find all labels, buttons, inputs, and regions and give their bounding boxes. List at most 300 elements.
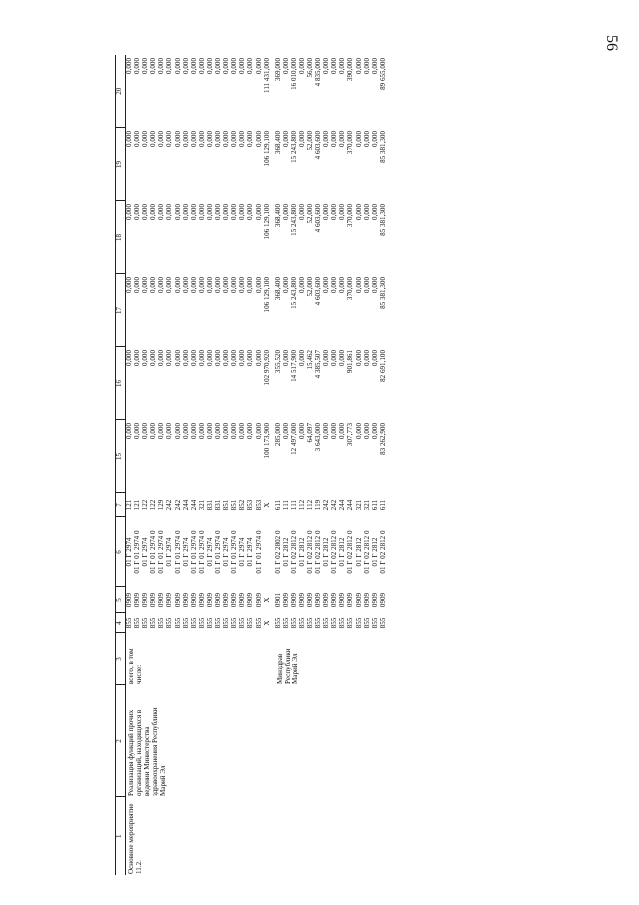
- cell-c5: 0909: [214, 592, 223, 608]
- cell-c5: 0909: [165, 592, 174, 608]
- cell-c7: X: [262, 502, 271, 508]
- cell-c18: 0,000: [230, 204, 239, 220]
- cell-c19: 368,400: [273, 131, 282, 155]
- cell-c20: 0,000: [254, 58, 263, 74]
- cell-c4: 855: [378, 617, 387, 629]
- cell-c5: 0909: [370, 592, 379, 608]
- cell-c5: 0909: [197, 592, 206, 608]
- cell-c4: 855: [157, 617, 166, 629]
- cell-c15: 285,000: [273, 423, 282, 447]
- cell-c5: 0909: [254, 592, 263, 608]
- cell-c4: 855: [314, 617, 323, 629]
- cell-c18: 4 603,600: [314, 204, 323, 233]
- cell-c20: 0,000: [330, 58, 339, 74]
- cell-c16: 0,000: [173, 350, 182, 366]
- cell-c17: 0,000: [354, 277, 363, 293]
- cell-c5: 0909: [157, 592, 166, 608]
- cell-c17: 0,000: [281, 277, 290, 293]
- cell-c16: 0,000: [181, 350, 190, 366]
- cell-c17: 0,000: [141, 277, 150, 293]
- cell-c6: 01 Г 01 2974 0: [173, 530, 182, 574]
- column-number: 6: [116, 517, 126, 587]
- cell-c16: 0,000: [189, 350, 198, 366]
- cell-c7: 831: [214, 499, 223, 511]
- cell-c18: 0,000: [254, 204, 263, 220]
- cell-c5: 0909: [189, 592, 198, 608]
- cell-c16: 14 517,900: [289, 350, 298, 382]
- cell-c6: 01 Г 2974: [125, 537, 133, 567]
- cell-c16: 0,000: [133, 350, 142, 366]
- cell-c18: 0,000: [362, 204, 371, 220]
- cell-c17: 0,000: [222, 277, 231, 293]
- cell-c6: 01 Г 01 2974 0: [254, 530, 263, 574]
- cell-c17: 0,000: [254, 277, 263, 293]
- cell-c6: 01 Г 02 2802 0: [273, 530, 282, 574]
- budget-table: [115, 55, 388, 875]
- cell-c6: 01 Г 01 2974 0: [157, 530, 166, 574]
- cell-c6: 01 Г 01 2974 0: [197, 530, 206, 574]
- cell-c17: 0,000: [133, 277, 142, 293]
- cell-c6: 01 Г 02 2812 0: [378, 530, 387, 574]
- cell-c18: 0,000: [330, 204, 339, 220]
- cell-c17: 52,000: [305, 277, 314, 297]
- cell-c17: 0,000: [214, 277, 223, 293]
- column-number: 2: [116, 685, 126, 797]
- cell-c4: 855: [149, 617, 158, 629]
- cell-c4: 855: [246, 617, 255, 629]
- cell-c18: 0,000: [181, 204, 190, 220]
- cell-c18: 0,000: [370, 204, 379, 220]
- cell-c19: 0,000: [281, 131, 290, 147]
- cell-c19: 370,000: [346, 131, 355, 155]
- cell-c20: 16 010,000: [289, 58, 298, 90]
- cell-c5: 0909: [338, 592, 347, 608]
- cell-c15: 0,000: [173, 423, 182, 439]
- cell-c7: 111: [289, 499, 298, 511]
- cell-c18: 0,000: [214, 204, 223, 220]
- cell-c6: 01 Г 01 2974 0: [189, 530, 198, 574]
- cell-c17: 0,000: [238, 277, 247, 293]
- cell-c17: 0,000: [189, 277, 198, 293]
- cell-c19: 0,000: [230, 131, 239, 147]
- cell-c5: 0909: [222, 592, 231, 608]
- cell-c4: 855: [370, 617, 379, 629]
- cell-c18: 0,000: [354, 204, 363, 220]
- cell-c17: 0,000: [297, 277, 306, 293]
- cell-c18: 0,000: [125, 204, 133, 220]
- cell-c19: 0,000: [297, 131, 306, 147]
- cell-c19: 0,000: [181, 131, 190, 147]
- cell-c5: 0909: [346, 592, 355, 608]
- cell-c4: X: [262, 620, 271, 626]
- cell-c18: 0,000: [133, 204, 142, 220]
- measure-name: Реализация функций прочих организаций, находящихся в ведении Министерства здравоохранения Республики Марий Эл: [127, 707, 167, 796]
- cell-c6: 01 Г 02 2812 0: [362, 530, 371, 574]
- column-number: 19: [116, 128, 126, 201]
- column-number: 16: [116, 347, 126, 420]
- cell-c5: 0909: [305, 592, 314, 608]
- cell-c20: 0,000: [281, 58, 290, 74]
- cell-c5: 0909: [322, 592, 331, 608]
- total-label: всего, в том числе:: [127, 648, 143, 684]
- cell-c4: 855: [189, 617, 198, 629]
- cell-c20: 0,000: [362, 58, 371, 74]
- cell-c20: 0,000: [297, 58, 306, 74]
- cell-c15: 100 173,900: [262, 423, 271, 459]
- cell-c18: 0,000: [189, 204, 198, 220]
- cell-c4: 855: [181, 617, 190, 629]
- cell-c15: 0,000: [230, 423, 239, 439]
- cell-c17: 0,000: [165, 277, 174, 293]
- cell-c15: 0,000: [165, 423, 174, 439]
- cell-c20: 0,000: [338, 58, 347, 74]
- column-number: 4: [116, 613, 126, 633]
- cell-c18: 85 381,300: [378, 204, 387, 236]
- cell-c6: 01 Г 01 2974 0: [214, 530, 223, 574]
- cell-c18: 0,000: [338, 204, 347, 220]
- cell-c18: 0,000: [149, 204, 158, 220]
- cell-c19: 0,000: [246, 131, 255, 147]
- cell-c4: 855: [305, 617, 314, 629]
- table-body: [116, 55, 388, 875]
- cell-c17: 0,000: [330, 277, 339, 293]
- cell-c20: 0,000: [181, 58, 190, 74]
- column-number: 18: [116, 201, 126, 274]
- cell-c6: 01 Г 2974: [222, 537, 231, 567]
- cell-c16: 102 970,920: [262, 350, 271, 386]
- cell-c7: 242: [173, 499, 182, 511]
- cell-c4: 855: [281, 617, 290, 629]
- cell-c7: 321: [362, 499, 371, 511]
- cell-c5: 0909: [281, 592, 290, 608]
- cell-c15: 0,000: [205, 423, 214, 439]
- cell-c5: 0901: [273, 592, 282, 608]
- cell-c19: 0,000: [141, 131, 150, 147]
- cell-c18: 0,000: [297, 204, 306, 220]
- cell-c5: 0909: [289, 592, 298, 608]
- cell-c4: 855: [238, 617, 247, 629]
- cell-c6: 01 Г 2812: [338, 537, 347, 567]
- cell-c15: 64,097: [305, 423, 314, 443]
- cell-c20: 0,000: [125, 58, 133, 74]
- cell-c5: 0909: [362, 592, 371, 608]
- cell-c19: 106 129,100: [262, 131, 271, 167]
- column-number: 20: [116, 55, 126, 128]
- cell-c19: 0,000: [197, 131, 206, 147]
- cell-c7: 244: [338, 499, 347, 511]
- cell-c5: 0909: [205, 592, 214, 608]
- cell-c7: 121: [133, 499, 142, 511]
- cell-c19: 0,000: [370, 131, 379, 147]
- cell-c7: 119: [314, 499, 323, 511]
- cell-c18: 0,000: [246, 204, 255, 220]
- cell-c19: 0,000: [133, 131, 142, 147]
- cell-c15: 0,000: [281, 423, 290, 439]
- cell-c19: 52,000: [305, 131, 314, 151]
- cell-c6: 01 Г 02 2812 0: [346, 530, 355, 574]
- cell-c17: 0,000: [322, 277, 331, 293]
- rotated-table-container: [115, 55, 637, 875]
- cell-c16: 0,000: [330, 350, 339, 366]
- cell-c4: 855: [205, 617, 214, 629]
- cell-c20: 0,000: [189, 58, 198, 74]
- cell-c18: 0,000: [165, 204, 174, 220]
- cell-c7: 112: [297, 499, 306, 511]
- cell-c15: 0,000: [149, 423, 158, 439]
- cell-c17: 0,000: [246, 277, 255, 293]
- cell-c15: 3 643,000: [314, 423, 323, 452]
- cell-c18: 0,000: [205, 204, 214, 220]
- cell-c17: 0,000: [370, 277, 379, 293]
- cell-c5: 0909: [173, 592, 182, 608]
- cell-c20: 0,000: [222, 58, 231, 74]
- cell-c16: 0,000: [230, 350, 239, 366]
- table-row: [126, 55, 135, 875]
- cell-c15: 0,000: [254, 423, 263, 439]
- cell-c15: 0,000: [141, 423, 150, 439]
- cell-c20: 0,000: [246, 58, 255, 74]
- cell-c19: 4 603,600: [314, 131, 323, 160]
- cell-c7: 852: [238, 499, 247, 511]
- cell-c7: 112: [305, 499, 314, 511]
- cell-c19: 0,000: [362, 131, 371, 147]
- column-number: 15: [116, 420, 126, 493]
- executor: Минздрав Республики Марий Эл: [275, 648, 300, 684]
- cell-c20: 89 655,000: [378, 58, 387, 90]
- cell-c7: 122: [141, 499, 150, 511]
- cell-c4: 855: [338, 617, 347, 629]
- cell-c19: 85 381,300: [378, 131, 387, 163]
- cell-c18: 0,000: [157, 204, 166, 220]
- measure-code: Основное мероприятие 11.2.: [127, 803, 143, 874]
- cell-c17: 106 129,100: [262, 277, 271, 313]
- cell-c7: 611: [370, 499, 379, 511]
- cell-c20: 0,000: [322, 58, 331, 74]
- cell-c7: 121: [125, 499, 133, 511]
- column-number-row: [116, 55, 126, 875]
- cell-c17: 0,000: [205, 277, 214, 293]
- cell-c6: 01 Г 01 2974 0: [149, 530, 158, 574]
- cell-c16: 0,000: [297, 350, 306, 366]
- cell-c16: 82 691,100: [378, 350, 387, 382]
- cell-c7: 129: [157, 499, 166, 511]
- cell-c18: 52,000: [305, 204, 314, 224]
- cell-c6: [264, 517, 275, 587]
- cell-c17: 0,000: [197, 277, 206, 293]
- cell-c17: 4 603,600: [314, 277, 323, 306]
- cell-c17: 368,400: [273, 277, 282, 301]
- cell-c18: 368,400: [273, 204, 282, 228]
- cell-c4: 855: [354, 617, 363, 629]
- cell-c7: 853: [246, 499, 255, 511]
- cell-c7: 244: [346, 499, 355, 511]
- cell-c6: 01 Г 2974: [141, 537, 150, 567]
- cell-c4: 855: [322, 617, 331, 629]
- cell-c19: 0,000: [322, 131, 331, 147]
- cell-c19: 0,000: [165, 131, 174, 147]
- cell-c5: 0909: [330, 592, 339, 608]
- cell-c20: 0,000: [238, 58, 247, 74]
- column-number: 17: [116, 274, 126, 347]
- cell-c6: 01 Г 2812: [354, 537, 363, 567]
- cell-c4: 855: [173, 617, 182, 629]
- cell-c7: 853: [254, 499, 263, 511]
- cell-c7: 851: [222, 499, 231, 511]
- column-number: 7: [116, 493, 126, 517]
- cell-c17: 370,000: [346, 277, 355, 301]
- cell-c6: 01 Г 01 2974 0: [133, 530, 142, 574]
- cell-c6: 01 Г 2812: [322, 537, 331, 567]
- cell-c16: 0,000: [149, 350, 158, 366]
- cell-c17: 0,000: [125, 277, 133, 293]
- cell-c18: 370,000: [346, 204, 355, 228]
- cell-c17: 0,000: [173, 277, 182, 293]
- cell-c16: 0,000: [322, 350, 331, 366]
- cell-c7: 244: [189, 499, 198, 511]
- cell-c15: 0,000: [330, 423, 339, 439]
- cell-c15: 83 262,900: [378, 423, 387, 455]
- cell-c17: 85 381,300: [378, 277, 387, 309]
- cell-c19: 0,000: [173, 131, 182, 147]
- cell-c7: 242: [322, 499, 331, 511]
- column-number: 3: [116, 633, 126, 685]
- cell-c6: 01 Г 2974: [246, 537, 255, 567]
- cell-c17: 0,000: [230, 277, 239, 293]
- cell-c20: 0,000: [230, 58, 239, 74]
- cell-c4: 855: [362, 617, 371, 629]
- cell-c20: 369,000: [273, 58, 282, 82]
- cell-c6: 01 Г 02 2812 0: [305, 530, 314, 574]
- cell-c5: 0909: [314, 592, 323, 608]
- cell-c5: 0909: [125, 592, 133, 608]
- cell-c19: 0,000: [125, 131, 133, 147]
- cell-c6: 01 Г 2974: [165, 537, 174, 567]
- cell-c4: 855: [230, 617, 239, 629]
- cell-c7: 321: [354, 499, 363, 511]
- cell-c7: 242: [165, 499, 174, 511]
- cell-c18: 0,000: [222, 204, 231, 220]
- cell-c18: 15 243,800: [289, 204, 298, 236]
- cell-c4: 855: [125, 617, 133, 629]
- cell-c20: 0,000: [141, 58, 150, 74]
- cell-c16: 0,000: [281, 350, 290, 366]
- cell-c18: 0,000: [322, 204, 331, 220]
- cell-c7: 321: [197, 499, 206, 511]
- cell-c19: 0,000: [254, 131, 263, 147]
- cell-c15: 307,773: [346, 423, 355, 447]
- cell-c16: 0,000: [354, 350, 363, 366]
- cell-c16: 0,000: [338, 350, 347, 366]
- cell-c5: 0909: [181, 592, 190, 608]
- cell-c5: 0909: [354, 592, 363, 608]
- cell-c15: 0,000: [354, 423, 363, 439]
- cell-c15: 0,000: [189, 423, 198, 439]
- cell-c20: 390,000: [346, 58, 355, 82]
- cell-c20: 111 431,000: [262, 58, 271, 93]
- cell-c7: 611: [273, 499, 282, 511]
- cell-c16: 901,861: [346, 350, 355, 374]
- cell-c16: 0,000: [238, 350, 247, 366]
- cell-c6: 01 Г 02 2812 0: [330, 530, 339, 574]
- cell-c7: 244: [181, 499, 190, 511]
- cell-c16: 0,000: [222, 350, 231, 366]
- cell-c4: 855: [346, 617, 355, 629]
- cell-c15: 0,000: [322, 423, 331, 439]
- cell-c16: 0,000: [197, 350, 206, 366]
- cell-c16: 15,462: [305, 350, 314, 370]
- cell-c20: 0,000: [370, 58, 379, 74]
- cell-c4: 855: [133, 617, 142, 629]
- cell-c16: 0,000: [246, 350, 255, 366]
- cell-c4: 855: [254, 617, 263, 629]
- cell-c7: 851: [230, 499, 239, 511]
- cell-c19: 0,000: [205, 131, 214, 147]
- cell-c20: 0,000: [214, 58, 223, 74]
- cell-c7: 111: [281, 499, 290, 511]
- cell-c19: 0,000: [354, 131, 363, 147]
- cell-c5: X: [262, 597, 271, 603]
- cell-c15: 0,000: [133, 423, 142, 439]
- cell-c19: 0,000: [149, 131, 158, 147]
- cell-c17: 0,000: [338, 277, 347, 293]
- cell-c18: 0,000: [197, 204, 206, 220]
- cell-c16: 0,000: [214, 350, 223, 366]
- cell-c6: 01 Г 2974: [205, 537, 214, 567]
- cell-c5: 0909: [230, 592, 239, 608]
- cell-c5: 0909: [133, 592, 142, 608]
- cell-c5: 0909: [246, 592, 255, 608]
- cell-c18: 0,000: [281, 204, 290, 220]
- cell-c19: 0,000: [238, 131, 247, 147]
- cell-c4: 855: [141, 617, 150, 629]
- cell-c15: 0,000: [238, 423, 247, 439]
- cell-c16: 0,000: [254, 350, 263, 366]
- cell-c15: 0,000: [157, 423, 166, 439]
- page-number: 56: [603, 35, 620, 51]
- cell-c4: 855: [330, 617, 339, 629]
- cell-c19: 0,000: [338, 131, 347, 147]
- cell-c5: 0909: [378, 592, 387, 608]
- cell-c15: 0,000: [370, 423, 379, 439]
- cell-c6: 01 Г 2974: [181, 537, 190, 567]
- cell-c19: 0,000: [189, 131, 198, 147]
- cell-c16: 0,000: [362, 350, 371, 366]
- cell-c18: 0,000: [238, 204, 247, 220]
- cell-c17: 15 243,800: [289, 277, 298, 309]
- cell-c17: 0,000: [149, 277, 158, 293]
- cell-c4: 855: [273, 617, 282, 629]
- cell-c15: 0,000: [246, 423, 255, 439]
- cell-c20: 0,000: [133, 58, 142, 74]
- cell-c6: 01 Г 02 2812 0: [314, 530, 323, 574]
- cell-c15: 0,000: [125, 423, 133, 439]
- cell-c15: 0,000: [214, 423, 223, 439]
- cell-c19: 0,000: [330, 131, 339, 147]
- cell-c20: 0,000: [157, 58, 166, 74]
- cell-c5: 0909: [141, 592, 150, 608]
- cell-c5: 0909: [297, 592, 306, 608]
- cell-c5: 0909: [149, 592, 158, 608]
- cell-c16: 0,000: [205, 350, 214, 366]
- cell-c15: 12 497,000: [289, 423, 298, 455]
- cell-c19: 15 243,800: [289, 131, 298, 163]
- cell-c5: 0909: [238, 592, 247, 608]
- column-number: 5: [116, 587, 126, 613]
- cell-c20: 56,000: [305, 58, 314, 78]
- cell-c16: 355,520: [273, 350, 282, 374]
- cell-c20: 0,000: [354, 58, 363, 74]
- cell-c15: 0,000: [197, 423, 206, 439]
